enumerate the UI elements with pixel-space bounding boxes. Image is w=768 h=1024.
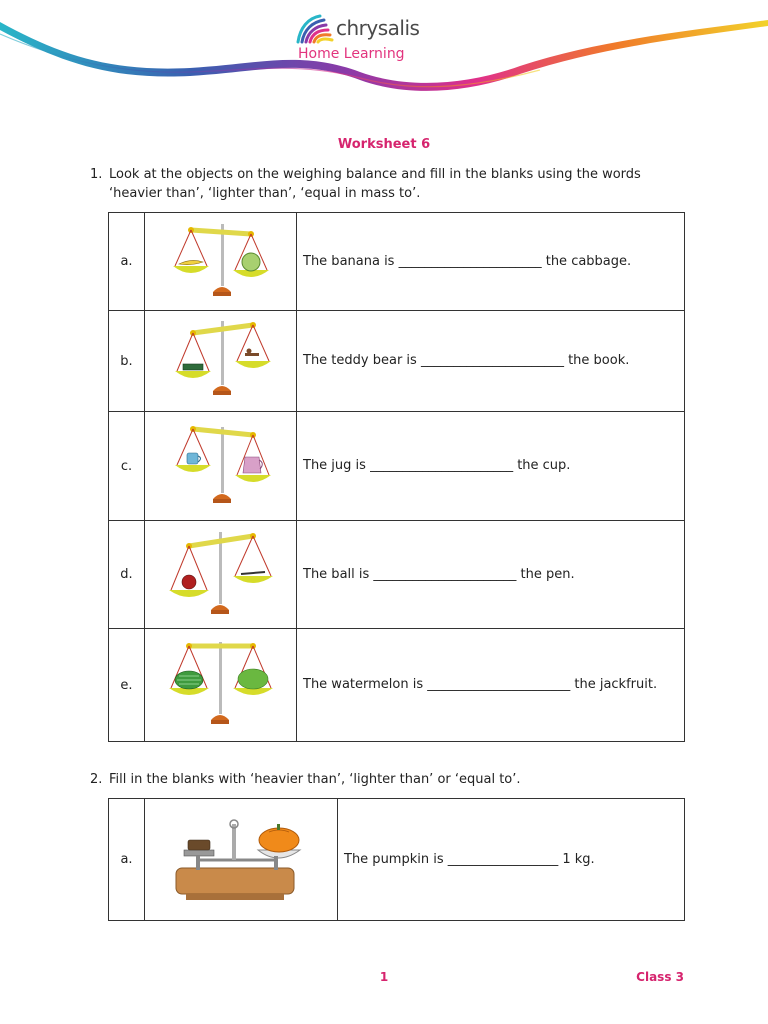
brand-logo [292,14,442,70]
fill-in-sentence: The ball is ______________________ the pen. [297,521,685,629]
row-label: b. [109,311,145,412]
balance-image-cell [145,629,297,742]
fill-in-sentence: The pumpkin is _________________ 1 kg. [338,799,685,921]
balance-image-cell [145,412,297,521]
balance-image-cell [145,521,297,629]
balance-scale-watermelon-jackfruit-image [159,636,283,730]
row-label: a. [109,213,145,311]
table-row [109,799,685,921]
brand-name: chrysalis [336,16,420,40]
worksheet-title: Worksheet 6 [337,137,431,152]
table-row [109,213,685,311]
page-number: 1 [379,970,389,984]
question-2-number: 2. [90,772,103,787]
row-label: c. [109,412,145,521]
question-2-table [108,798,685,921]
balance-image-cell [145,311,297,412]
fill-in-sentence: The teddy bear is ______________________ the book. [297,311,685,412]
question-2-text: Fill in the blanks with ‘heavier than’, ‘lighter than’ or ‘equal to’. [109,772,521,787]
balance-image-cell [145,213,297,311]
table-row [109,311,685,412]
row-label: a. [109,799,145,921]
kitchen-scale-pumpkin-image [166,810,316,906]
question-1-text: Look at the objects on the weighing balance and fill in the blanks using the words ‘heavier than’, ‘lighter than’, ‘equal in mass to’. [109,167,641,201]
table-row [109,521,685,629]
class-label: Class 3 [636,970,684,984]
question-1-number: 1. [90,167,103,182]
table-row [109,412,685,521]
row-label: e. [109,629,145,742]
fill-in-sentence: The jug is ______________________ the cup. [297,412,685,521]
butterfly-logo-icon [294,14,336,46]
table-row [109,629,685,742]
fill-in-sentence: The watermelon is ______________________ the jackfruit. [297,629,685,742]
balance-scale-ball-pen-image [159,528,283,618]
row-label: d. [109,521,145,629]
fill-in-sentence: The banana is ______________________ the cabbage. [297,213,685,311]
balance-scale-cup-jug-image [161,419,281,509]
kitchen-scale-image-cell [145,799,338,921]
balance-scale-book-teddy-image [161,317,281,401]
balance-scale-banana-cabbage-image [161,218,281,302]
brand-tagline: Home Learning [298,46,405,62]
question-1-table [108,212,685,742]
